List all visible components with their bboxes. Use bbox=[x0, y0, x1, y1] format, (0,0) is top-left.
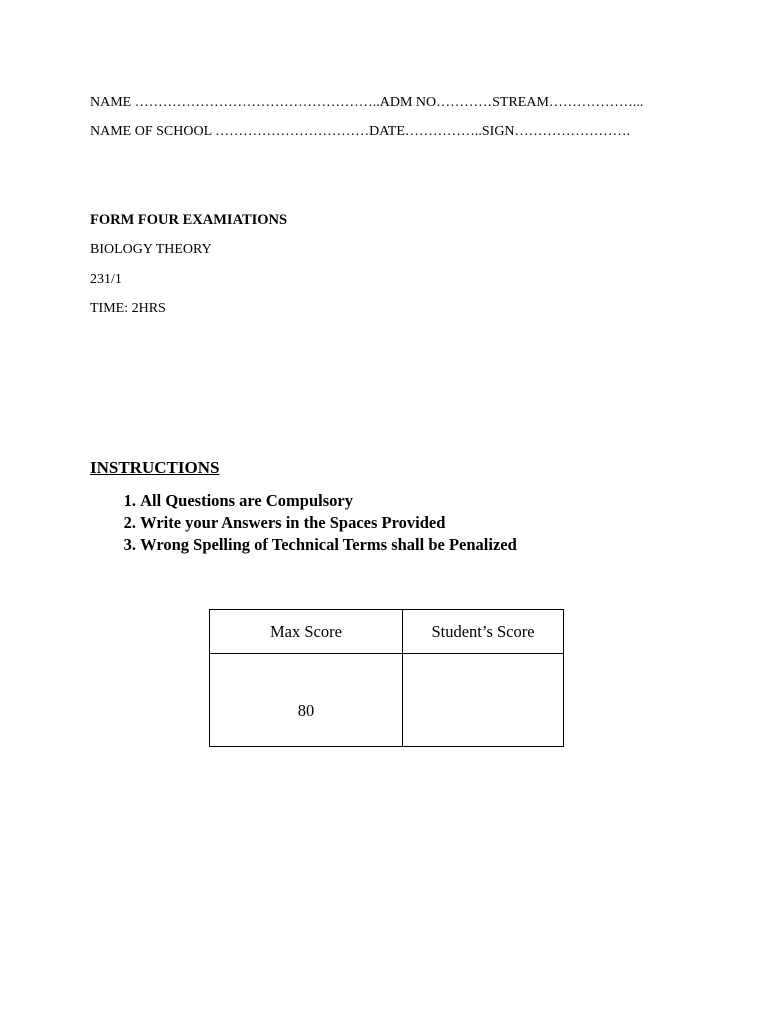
exam-subject: BIOLOGY THEORY bbox=[90, 242, 212, 257]
instruction-number: 3. bbox=[123, 535, 136, 554]
instruction-number: 1. bbox=[123, 491, 136, 510]
instruction-item bbox=[90, 534, 517, 556]
paper-code: 231/1 bbox=[90, 272, 122, 287]
score-table-header-row bbox=[210, 610, 564, 654]
instruction-text: All Questions are Compulsory bbox=[140, 491, 353, 510]
instruction-item bbox=[90, 512, 517, 534]
instructions-heading: INSTRUCTIONS bbox=[90, 458, 220, 477]
school-date-sign-line: NAME OF SCHOOL ……………………………DATE……………..SIGN……………………. bbox=[90, 124, 631, 139]
score-table bbox=[209, 609, 564, 747]
instruction-item bbox=[90, 490, 517, 512]
score-table-row bbox=[210, 654, 564, 747]
student-score-value[interactable] bbox=[403, 654, 564, 747]
instruction-text: Wrong Spelling of Technical Terms shall be Penalized bbox=[140, 535, 517, 554]
max-score-value: 80 bbox=[210, 654, 403, 747]
student-score-header: Student’s Score bbox=[403, 610, 564, 654]
instruction-number: 2. bbox=[123, 513, 136, 532]
exam-title: FORM FOUR EXAMIATIONS bbox=[90, 212, 288, 228]
exam-time: TIME: 2HRS bbox=[90, 301, 166, 316]
instructions-list bbox=[90, 490, 517, 556]
name-adm-stream-line: NAME ……………………………………………..ADM NO…………STREAM………………... bbox=[90, 95, 644, 110]
max-score-header: Max Score bbox=[210, 610, 403, 654]
instruction-text: Write your Answers in the Spaces Provided bbox=[140, 513, 446, 532]
